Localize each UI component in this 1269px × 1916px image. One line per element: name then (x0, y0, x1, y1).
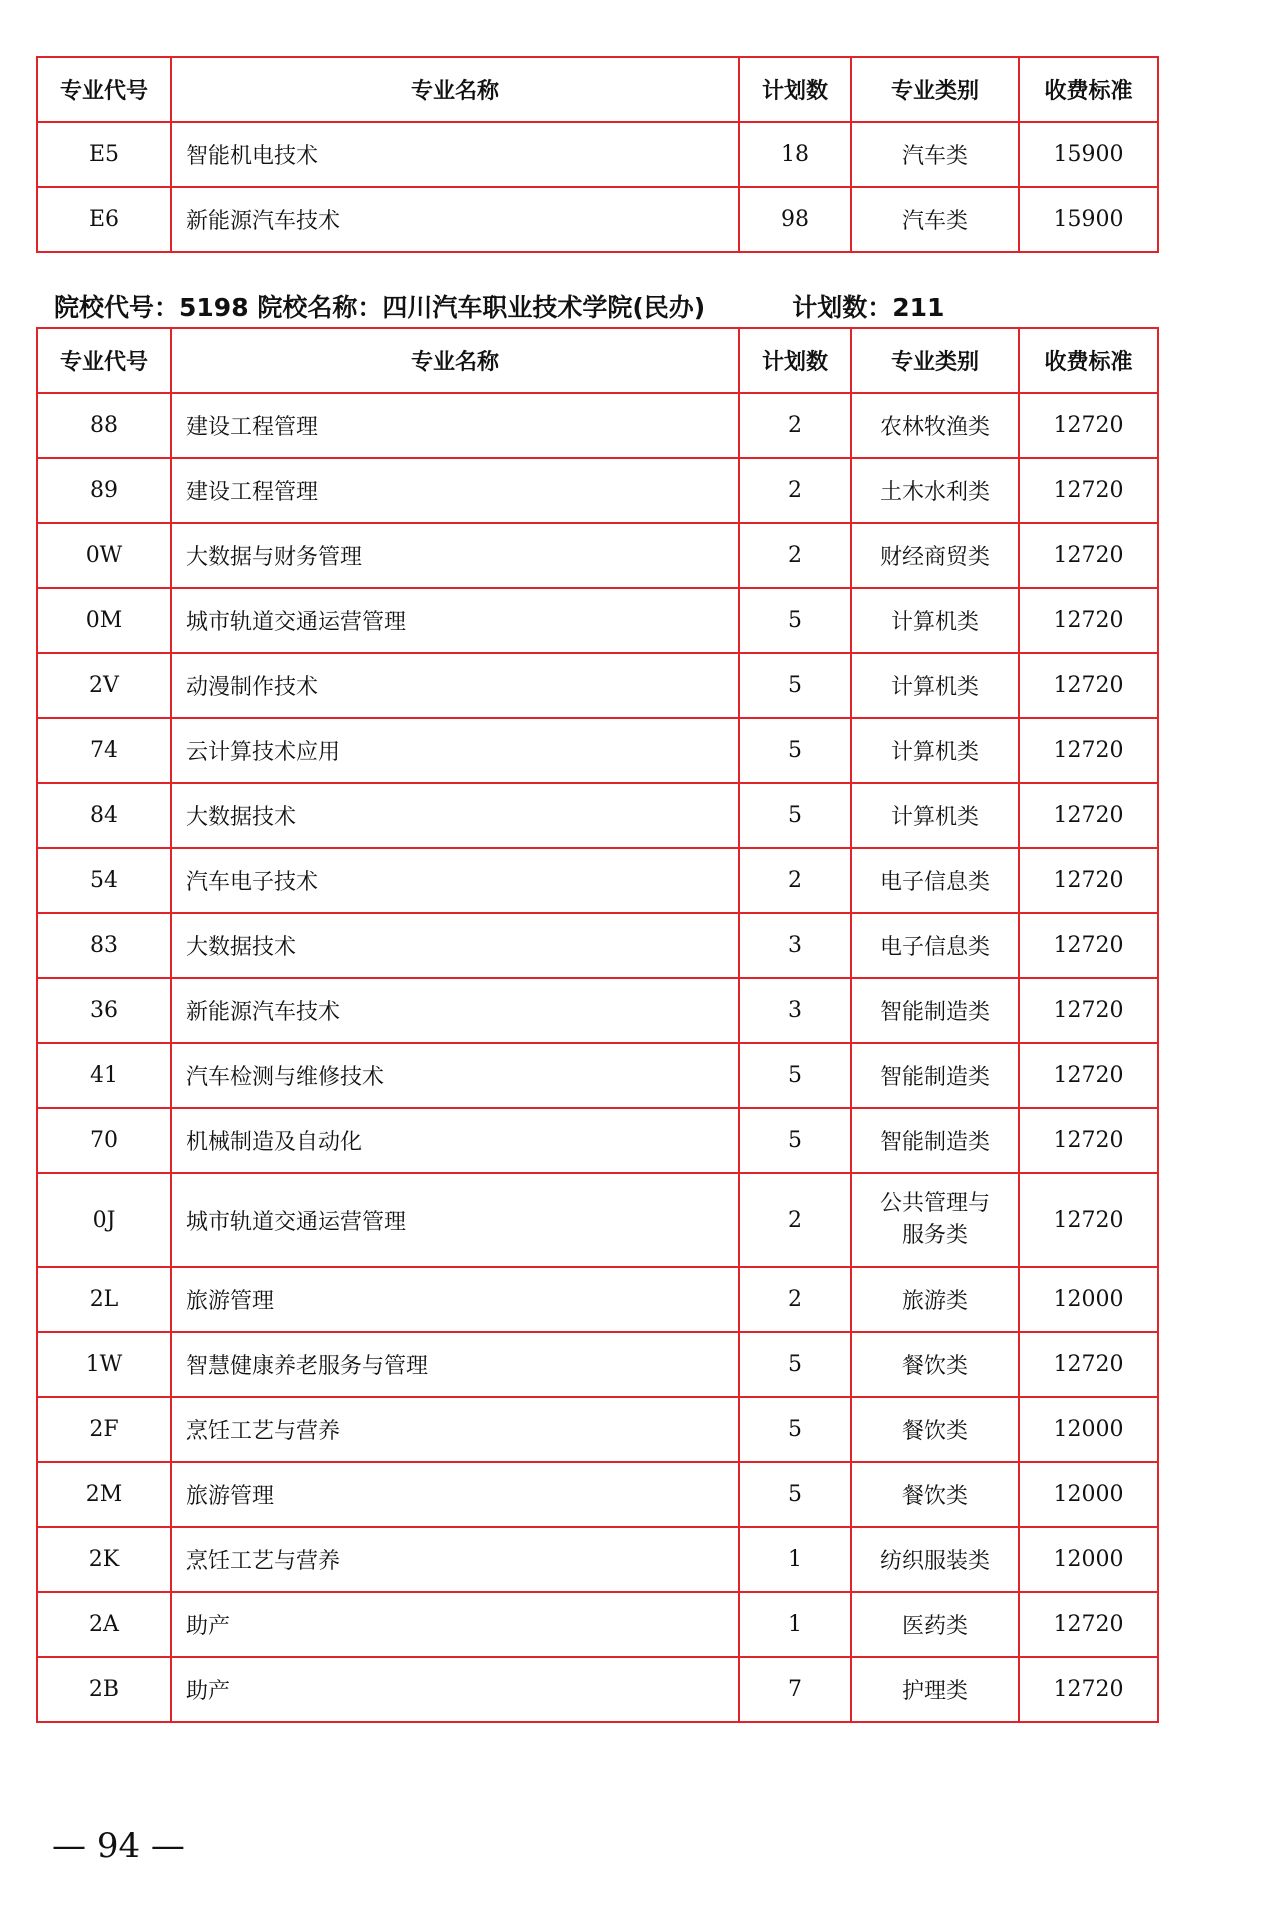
tuition-fee: 12720 (1019, 783, 1158, 848)
table-row (37, 1267, 1158, 1332)
major-category: 计算机类 (851, 718, 1019, 783)
tuition-fee: 12720 (1019, 523, 1158, 588)
plan-count: 2 (739, 1173, 851, 1267)
table-header-row (37, 328, 1158, 393)
tuition-fee: 12000 (1019, 1527, 1158, 1592)
major-code: 2K (37, 1527, 171, 1592)
header-plan: 计划数 (739, 328, 851, 393)
table-row (37, 653, 1158, 718)
table-row (37, 913, 1158, 978)
major-category: 电子信息类 (851, 848, 1019, 913)
table-header-row (37, 57, 1158, 122)
major-name: 大数据技术 (171, 783, 739, 848)
plan-count: 3 (739, 913, 851, 978)
major-category: 土木水利类 (851, 458, 1019, 523)
major-table (36, 327, 1159, 1723)
major-category-line: 服务类 (901, 1223, 968, 1248)
header-name: 专业名称 (171, 57, 739, 122)
tuition-fee: 15900 (1019, 187, 1158, 252)
major-code: 2B (37, 1657, 171, 1722)
plan-count: 5 (739, 783, 851, 848)
tuition-fee: 12720 (1019, 718, 1158, 783)
table-row (37, 1462, 1158, 1527)
table-row (37, 718, 1158, 783)
tuition-fee: 12000 (1019, 1267, 1158, 1332)
plan-count: 2 (739, 523, 851, 588)
header-fee: 收费标准 (1019, 328, 1158, 393)
major-code: 2V (37, 653, 171, 718)
major-name: 旅游管理 (171, 1267, 739, 1332)
header-code: 专业代号 (37, 328, 171, 393)
plan-count: 5 (739, 1462, 851, 1527)
major-code: 83 (37, 913, 171, 978)
table-row (37, 458, 1158, 523)
major-code: 2A (37, 1592, 171, 1657)
table-row (37, 783, 1158, 848)
major-code: 2M (37, 1462, 171, 1527)
major-category: 计算机类 (851, 653, 1019, 718)
plan-count: 18 (739, 122, 851, 187)
table-row (37, 1592, 1158, 1657)
table-row (37, 1108, 1158, 1173)
tuition-fee: 12720 (1019, 1173, 1158, 1267)
tuition-fee: 12000 (1019, 1397, 1158, 1462)
major-code: 0M (37, 588, 171, 653)
school-code: 5198 (179, 293, 249, 322)
plan-count: 7 (739, 1657, 851, 1722)
plan-count: 2 (739, 458, 851, 523)
major-code: 88 (37, 393, 171, 458)
plan-count: 5 (739, 718, 851, 783)
plan-count: 1 (739, 1592, 851, 1657)
major-code: 1W (37, 1332, 171, 1397)
plan-count: 5 (739, 653, 851, 718)
plan-count: 2 (739, 393, 851, 458)
table-row (37, 1527, 1158, 1592)
major-code: E5 (37, 122, 171, 187)
major-code: 0W (37, 523, 171, 588)
major-category: 纺织服装类 (851, 1527, 1019, 1592)
major-code: 2L (37, 1267, 171, 1332)
major-name: 智能机电技术 (171, 122, 739, 187)
major-name: 建设工程管理 (171, 458, 739, 523)
major-name: 大数据技术 (171, 913, 739, 978)
school-plan-label: 计划数： (792, 293, 893, 322)
major-category: 汽车类 (851, 187, 1019, 252)
major-category: 智能制造类 (851, 1108, 1019, 1173)
tuition-fee: 12000 (1019, 1462, 1158, 1527)
tuition-fee: 12720 (1019, 1332, 1158, 1397)
school-plan: 211 (892, 293, 945, 322)
tuition-fee: 12720 (1019, 913, 1158, 978)
table-row (37, 393, 1158, 458)
major-name: 建设工程管理 (171, 393, 739, 458)
major-category: 医药类 (851, 1592, 1019, 1657)
major-category: 农林牧渔类 (851, 393, 1019, 458)
table-row (37, 1332, 1158, 1397)
major-code: 36 (37, 978, 171, 1043)
major-name: 新能源汽车技术 (171, 978, 739, 1043)
tuition-fee: 12720 (1019, 458, 1158, 523)
header-name: 专业名称 (171, 328, 739, 393)
major-category (851, 1173, 1019, 1267)
table-row (37, 1657, 1158, 1722)
table-row (37, 588, 1158, 653)
major-name: 机械制造及自动化 (171, 1108, 739, 1173)
major-name: 烹饪工艺与营养 (171, 1527, 739, 1592)
table-row (37, 187, 1158, 252)
major-name: 大数据与财务管理 (171, 523, 739, 588)
tuition-fee: 15900 (1019, 122, 1158, 187)
table-row (37, 848, 1158, 913)
plan-count: 5 (739, 588, 851, 653)
major-category: 餐饮类 (851, 1462, 1019, 1527)
major-name: 汽车电子技术 (171, 848, 739, 913)
major-name: 动漫制作技术 (171, 653, 739, 718)
tuition-fee: 12720 (1019, 1657, 1158, 1722)
table-row (37, 122, 1158, 187)
header-plan: 计划数 (739, 57, 851, 122)
major-category: 智能制造类 (851, 978, 1019, 1043)
header-category: 专业类别 (851, 57, 1019, 122)
major-code: 70 (37, 1108, 171, 1173)
school-name-label: 院校名称： (257, 293, 383, 322)
major-code: 54 (37, 848, 171, 913)
major-name: 城市轨道交通运营管理 (171, 588, 739, 653)
major-category: 旅游类 (851, 1267, 1019, 1332)
plan-count: 5 (739, 1108, 851, 1173)
major-name: 烹饪工艺与营养 (171, 1397, 739, 1462)
major-name: 汽车检测与维修技术 (171, 1043, 739, 1108)
major-name: 城市轨道交通运营管理 (171, 1173, 739, 1267)
major-code: 89 (37, 458, 171, 523)
major-code: 74 (37, 718, 171, 783)
major-category: 汽车类 (851, 122, 1019, 187)
major-table-body (37, 393, 1158, 1722)
tuition-fee: 12720 (1019, 978, 1158, 1043)
header-fee: 收费标准 (1019, 57, 1158, 122)
major-code: E6 (37, 187, 171, 252)
major-category: 智能制造类 (851, 1043, 1019, 1108)
major-name: 新能源汽车技术 (171, 187, 739, 252)
header-code: 专业代号 (37, 57, 171, 122)
major-code: 0J (37, 1173, 171, 1267)
plan-count: 3 (739, 978, 851, 1043)
tuition-fee: 12720 (1019, 1043, 1158, 1108)
tuition-fee: 12720 (1019, 1592, 1158, 1657)
school-heading (54, 288, 944, 324)
major-name: 助产 (171, 1592, 739, 1657)
major-name: 智慧健康养老服务与管理 (171, 1332, 739, 1397)
header-category: 专业类别 (851, 328, 1019, 393)
plan-count: 5 (739, 1397, 851, 1462)
tuition-fee: 12720 (1019, 1108, 1158, 1173)
school-name: 四川汽车职业技术学院(民办) (382, 293, 706, 322)
plan-count: 2 (739, 848, 851, 913)
table-row (37, 523, 1158, 588)
major-category: 电子信息类 (851, 913, 1019, 978)
page-number: 94 (96, 1826, 141, 1866)
major-category: 餐饮类 (851, 1397, 1019, 1462)
plan-count: 5 (739, 1332, 851, 1397)
table-row (37, 1397, 1158, 1462)
school-code-label: 院校代号： (54, 293, 180, 322)
plan-count: 5 (739, 1043, 851, 1108)
major-code: 41 (37, 1043, 171, 1108)
major-name: 助产 (171, 1657, 739, 1722)
major-category: 护理类 (851, 1657, 1019, 1722)
major-code: 2F (37, 1397, 171, 1462)
major-category: 餐饮类 (851, 1332, 1019, 1397)
tuition-fee: 12720 (1019, 588, 1158, 653)
plan-count: 2 (739, 1267, 851, 1332)
plan-count: 98 (739, 187, 851, 252)
tuition-fee: 12720 (1019, 848, 1158, 913)
major-name: 旅游管理 (171, 1462, 739, 1527)
tuition-fee: 12720 (1019, 653, 1158, 718)
table-row (37, 1173, 1158, 1267)
table-row (37, 1043, 1158, 1108)
plan-count: 1 (739, 1527, 851, 1592)
tuition-fee: 12720 (1019, 393, 1158, 458)
major-name: 云计算技术应用 (171, 718, 739, 783)
table-row (37, 978, 1158, 1043)
major-category-line: 公共管理与 (879, 1191, 990, 1216)
major-category: 财经商贸类 (851, 523, 1019, 588)
major-code: 84 (37, 783, 171, 848)
page-footer: — 94 — (52, 1826, 185, 1866)
major-category: 计算机类 (851, 588, 1019, 653)
major-category: 计算机类 (851, 783, 1019, 848)
major-table-continued (36, 56, 1159, 253)
